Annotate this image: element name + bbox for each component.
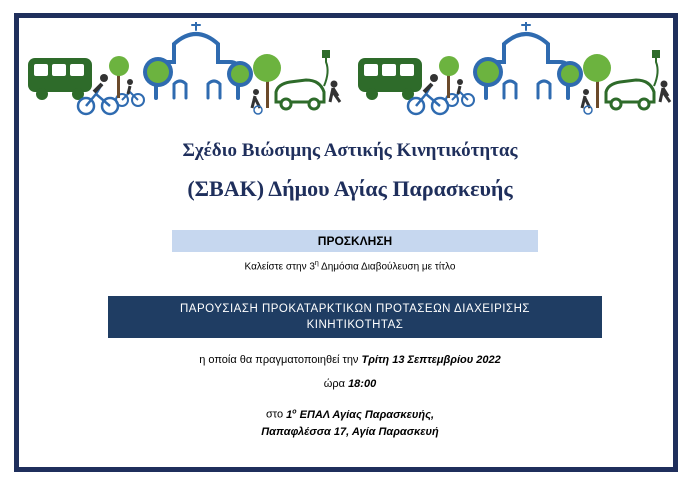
electric-car-icon [276, 50, 330, 109]
tree-icon [109, 56, 129, 98]
municipality-title: (ΣΒΑΚ) Δήμου Αγίας Παρασκευής [187, 176, 513, 201]
plan-title: Σχέδιο Βιώσιμης Αστικής Κινητικότητας [182, 140, 518, 161]
pedestrian-icon [252, 89, 262, 114]
event-location: στο $1^o$ ΕΠΑΛ Αγίας Παρασκευής, Παπαφλέσσα 17, Αγία Παρασκευή [261, 408, 439, 438]
event-date: η οποία θα πραγματοποιηθεί την Τρίτη 13 Σεπτεμβρίου 2022 [199, 354, 501, 366]
church-outline-icon [156, 22, 238, 98]
mobility-banner [24, 22, 676, 122]
mobility-motif-right [358, 22, 670, 114]
mobility-motif-left [28, 22, 340, 114]
child-cyclist-icon [116, 79, 144, 106]
event-address: Παπαφλέσσα 17, Αγία Παρασκευή [261, 425, 439, 438]
bus-icon [28, 58, 92, 100]
event-time: ώρα 18:00 [323, 378, 377, 390]
invitation-label: ΠΡΟΣΚΛΗΣΗ [172, 230, 538, 252]
topic-line-2: ΚΙΝΗΤΙΚΟΤΗΤΑΣ [306, 319, 404, 331]
walking-person-icon [330, 81, 340, 103]
invitation-text: Καλείστε στην $3^\eta$ Δημόσια Διαβούλευση με τίτλο [244, 260, 456, 273]
topic-line-1: ΠΑΡΟΥΣΙΑΣΗ ΠΡΟΚΑΤΑΡΚΤΙΚΩΝ ΠΡΟΤΑΣΕΩΝ ΔΙΑΧΕΙΡΙΣΗΣ [179, 303, 531, 315]
consultation-topic [108, 296, 602, 338]
